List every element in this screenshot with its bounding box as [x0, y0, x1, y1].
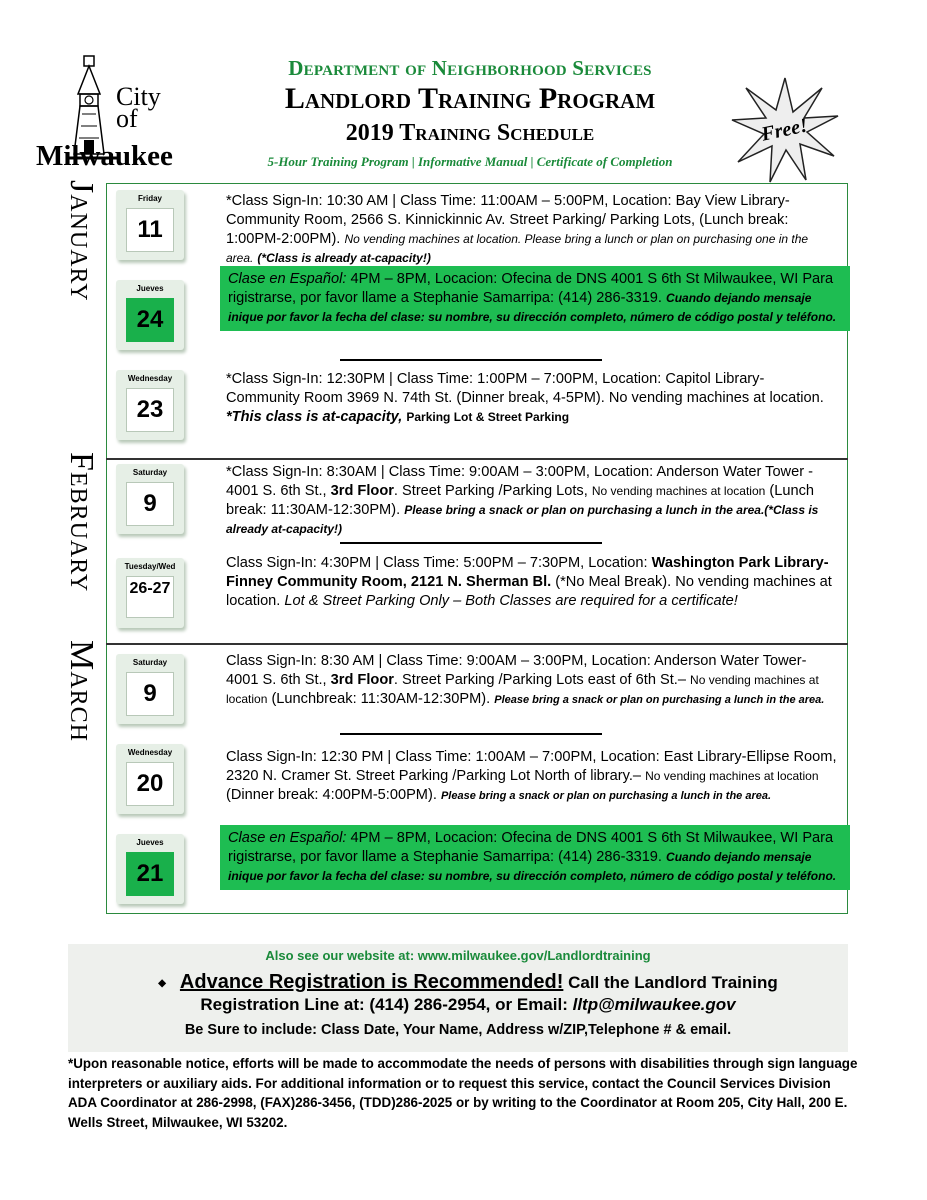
program-title: Landlord Training Program	[284, 82, 656, 115]
diamond-bullet-icon: ◆	[158, 978, 166, 990]
website-link[interactable]: Also see our website at: www.milwaukee.gov/Landlordtraining	[265, 948, 651, 963]
class-entry: Class Sign-In: 12:30 PM | Class Time: 1:00AM – 7:00PM, Location: East Library-Ellipse Room, 2320 N. Cramer St. Street Parking /Parking Lot North of library.– No vending machines at location (Dinner break: 4:00PM-5:00PM). Please bring a snack or plan on purchasing a lunch in the area.	[226, 749, 837, 803]
program-subtitle: 5-Hour Training Program | Informative Manual | Certificate of Completion	[267, 154, 673, 169]
day-of-week: Saturday	[132, 658, 168, 667]
class-entry: Class Sign-In: 8:30 AM | Class Time: 9:00AM – 3:00PM, Location: Anderson Water Tower-4001 S. 6th St., 3rd Floor. Street Parking /Parking Lots east of 6th St.– No vending machines at location (Lunchbreak: 11:30AM-12:30PM). Please bring a snack or plan on purchasing a lunch in the area.	[226, 653, 825, 707]
calendar-tile	[116, 834, 184, 904]
calendar-tile	[116, 280, 184, 350]
day-of-week: Tuesday/Wed	[124, 562, 176, 571]
date-number: 9	[126, 482, 174, 526]
date-number: 9	[126, 672, 174, 716]
date-number: 23	[126, 388, 174, 432]
month-label-march: March	[63, 640, 100, 742]
department-title: Department of Neighborhood Services	[288, 56, 652, 80]
class-entry: *Class Sign-In: 10:30 AM | Class Time: 11:00AM – 5:00PM, Location: Bay View Library-Community Room, 2566 S. Kinnickinnic Av. Street Parking/ Parking Lots, (Lunch break: 1:00PM-2:00PM). No vending machines at location. Please bring a lunch or plan on purchasing one in the area. (*Class is already at-capacity!)	[226, 193, 809, 265]
month-separator	[106, 643, 848, 645]
free-starburst-icon	[730, 76, 840, 186]
advance-registration: ◆ Advance Registration is Recommended! Call the Landlord Training Registration Line at: (414) 286-2954, or Email: lltp@milwaukee.gov	[158, 971, 778, 1015]
schedule-title: 2019 Training Schedule	[345, 120, 595, 146]
divider	[340, 542, 602, 544]
calendar-tile	[116, 744, 184, 814]
divider	[340, 359, 602, 361]
month-label-february: February	[63, 452, 100, 593]
free-badge-text: Free!	[759, 114, 810, 146]
day-of-week: Wednesday	[127, 374, 173, 383]
calendar-tile	[116, 464, 184, 534]
calendar-tile	[116, 558, 184, 628]
day-of-week: Jueves	[136, 284, 164, 293]
spanish-class-entry: Clase en Español: 4PM – 8PM, Locacion: Ofecina de DNS 4001 S 6th St Milwaukee, WI Para rigistrarse, por favor llame a Stephanie Samarripa: (414) 286-3319. Cuando dejando mensaje inique por favor la fecha del clase: su nombre, su dirección completo, número de código postal y teléfono.	[220, 825, 850, 890]
class-entry: *Class Sign-In: 8:30AM | Class Time: 9:00AM – 3:00PM, Location: Anderson Water Tower - 4001 S. 6th St., 3rd Floor. Street Parking /Parking Lots, No vending machines at location (Lunch break: 11:30AM-12:30PM). Please bring a snack or plan on purchasing a lunch in the area.(*Class is already at-capacity!)	[226, 464, 819, 536]
logo-city-text: City of	[116, 82, 161, 133]
day-of-week: Jueves	[136, 838, 164, 847]
day-of-week: Wednesday	[127, 748, 173, 757]
include-note: Be Sure to include: Class Date, Your Name, Address w/ZIP,Telephone # & email.	[184, 1022, 732, 1038]
date-number: 26-27	[126, 576, 174, 618]
divider	[340, 733, 602, 735]
date-number: 24	[126, 298, 174, 342]
city-logo	[36, 52, 182, 172]
class-entry: *Class Sign-In: 12:30PM | Class Time: 1:00PM – 7:00PM, Location: Capitol Library-Community Room 3969 N. 74th St. (Dinner break, 4-5PM). No vending machines at location. *This class is at-capacity, Parking Lot & Street Parking	[226, 371, 824, 425]
ada-notice: *Upon reasonable notice, efforts will be made to accommodate the needs of persons with disabilities through sign language interpreters or auxiliary aids. For additional information or to request this service, contact the Council Services Division ADA Coordinator at 286-2998, (FAX)286-3456, (TDD)286-2025 or by writing to the Coordinator at Room 205, City Hall, 200 E. Wells Street, Milwaukee, WI 53202.	[68, 1056, 858, 1130]
date-number: 11	[126, 208, 174, 252]
day-of-week: Friday	[137, 194, 162, 203]
calendar-tile	[116, 370, 184, 440]
month-label-january: January	[63, 180, 100, 302]
date-number: 20	[126, 762, 174, 806]
month-separator	[106, 458, 848, 460]
logo-milwaukee-text: Milwaukee	[36, 140, 173, 172]
day-of-week: Saturday	[132, 468, 168, 477]
registration-footer	[68, 944, 848, 1052]
spanish-class-entry: Clase en Español: 4PM – 8PM, Locacion: Ofecina de DNS 4001 S 6th St Milwaukee, WI Para rigistrarse, por favor llame a Stephanie Samarripa: (414) 286-3319. Cuando dejando mensaje inique por favor la fecha del clase: su nombre, su dirección completo, número de código postal y teléfono.	[220, 266, 850, 331]
date-number: 21	[126, 852, 174, 896]
email-link[interactable]: lltp@milwaukee.gov	[572, 995, 736, 1015]
class-entry: Class Sign-In: 4:30PM | Class Time: 5:00PM – 7:30PM, Location: Washington Park Library-Finney Community Room, 2121 N. Sherman Bl. (*No Meal Break). No vending machines at location. Lot & Street Parking Only – Both Classes are required for a certificate!	[226, 555, 832, 609]
calendar-tile	[116, 190, 184, 260]
calendar-tile	[116, 654, 184, 724]
